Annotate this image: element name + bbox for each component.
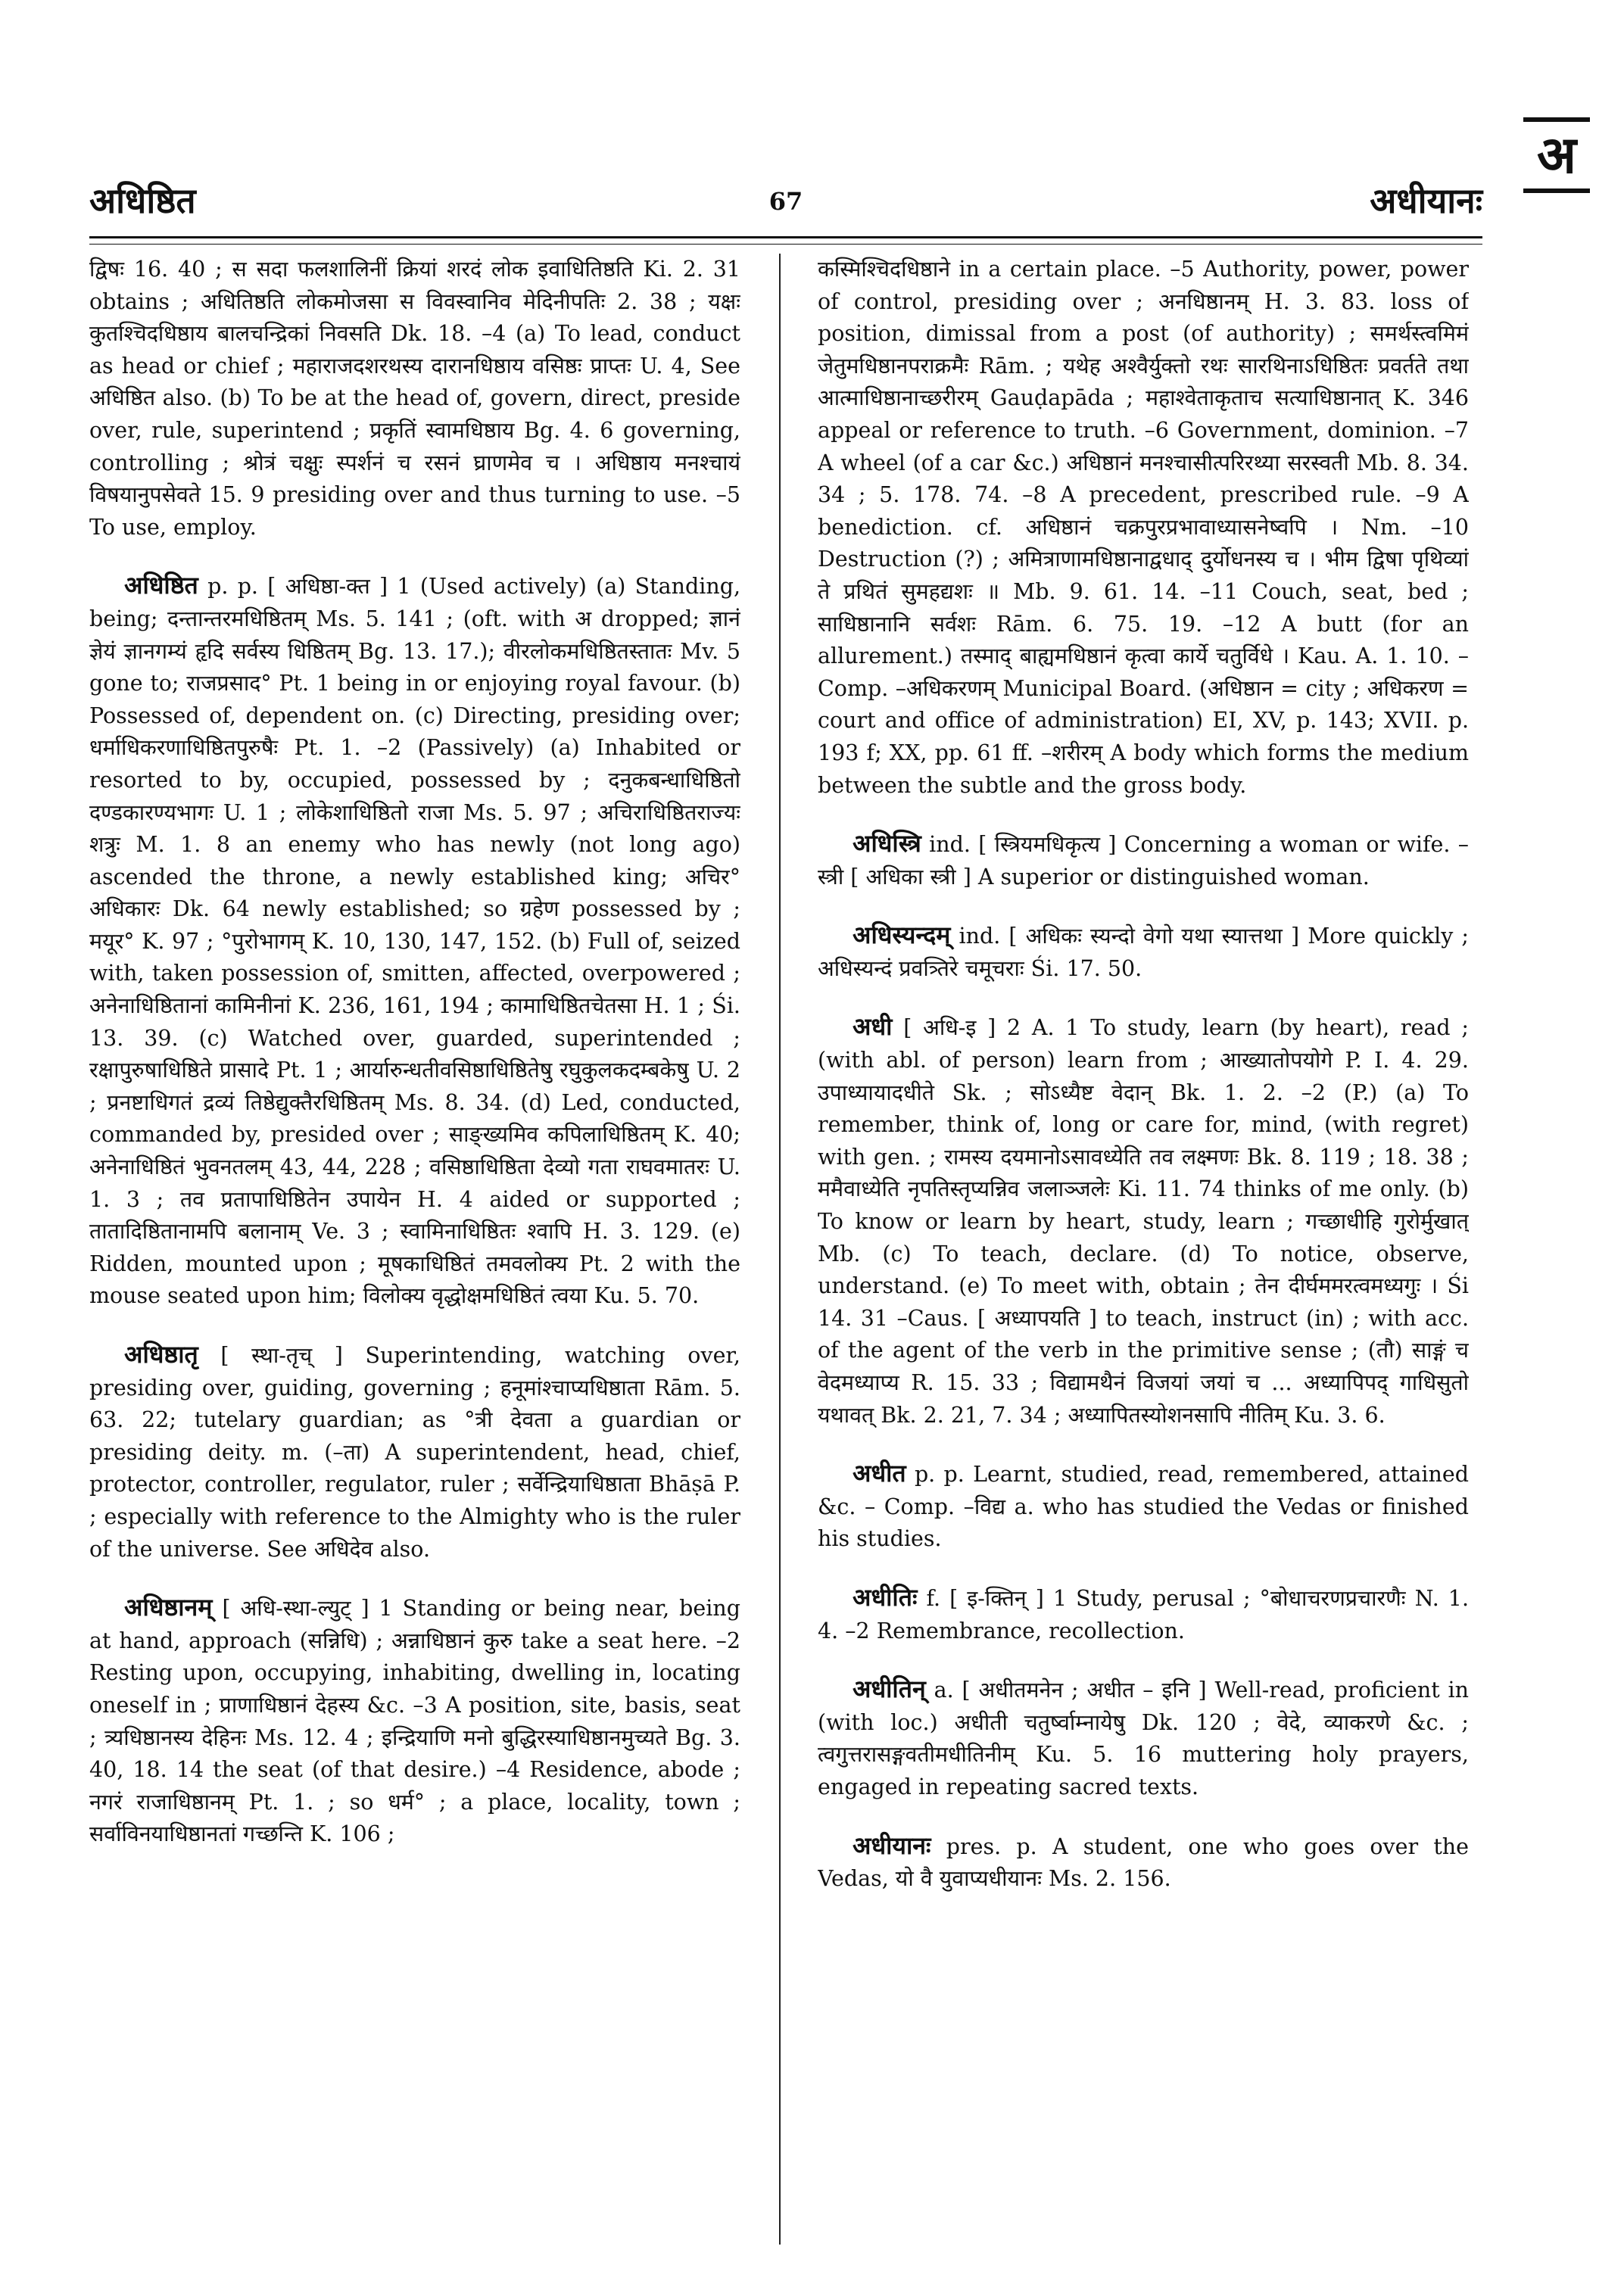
header-rule-thick [89, 236, 1482, 238]
entry-headword: अधीत [853, 1459, 906, 1488]
entry-text: कस्मिश्चिदधिष्ठाने in a certain place. –5 Authority, power, power of control, presiding over ; अनधिष्ठानम् H. 3. 83. loss of position, dimissal from a post (of authority) ; समर्थस्त्वमिमं जेतुमधिष्ठानपराक्रमैः Rām. ; यथेह अश्वैर्युक्तो रथः सारथिनाऽधिष्ठितः प्रवर्तते तथा आत्माधिष्ठानाच्छरीरम् Gauḍapāda ; महाश्वेताकृताच सत्याधिष्ठानात् K. 346 appeal or reference to truth. –6 Government, dominion. –7 A wheel (of a car &c.) अधिष्ठानं मनश्चासीत्परिरथ्या सरस्वती Mb. 8. 34. 34 ; 5. 178. 74. –8 A precedent, prescribed rule. –9 A benediction. cf. अधिष्ठानं चक्रपुरप्रभावाध्यासनेष्वपि । Nm. –10 Destruction (?) ; अमित्राणामधिष्ठानाद्वधाद् दुर्योधनस्य च । भीम द्विषा पृथिव्यां ते प्रथितं सुमहद्यशः ॥ Mb. 9. 61. 14. –11 Couch, seat, bed ; साधिष्ठानानि सर्वशः Rām. 6. 75. 19. –12 A butt (for an allurement.) तस्माद् बाह्यमधिष्ठानं कृत्वा कार्ये चतुर्विधे । Kau. A. 1. 10. –Comp. –अधिकरणम् Municipal Board. (अधिष्ठान = city ; अधिकरण = court and office of administration) EI, XV, p. 143; XVII. p. 193 f; XX, pp. 61 ff. –शरीरम् A body which forms the medium between the subtle and the gross body. [818, 257, 1469, 798]
dictionary-entry [89, 254, 740, 544]
header-rule-thin [89, 244, 1482, 245]
entry-text: ind. [ स्त्रियमधिकृत्य ] Concerning a woman or wife. –स्त्री [ अधिका स्त्री ] A superior or distinguished woman. [818, 832, 1469, 889]
dictionary-entry [818, 1011, 1469, 1432]
dictionary-entry [818, 919, 1469, 985]
entry-headword: अधिस्त्रि [853, 829, 921, 858]
entry-text: p. p. Learnt, studied, read, remembered, attained &c. – Comp. –विद्य a. who has studied the Vedas or finished his studies. [818, 1462, 1469, 1552]
dictionary-entry [818, 1457, 1469, 1556]
dictionary-entry [818, 1830, 1469, 1896]
entry-text: pres. p. A student, one who goes over the Vedas, यो वै युवाप्यधीयानः Ms. 2. 156. [818, 1833, 1469, 1892]
dictionary-entry [818, 254, 1469, 802]
entry-headword: अधीतिः [853, 1582, 918, 1612]
dictionary-entry [818, 1581, 1469, 1647]
entry-text: [ स्था-तृच् ] Superintending, watching over, presiding over, guiding, governing ; हनूमांश्चाप्यधिष्ठाता Rām. 5. 63. 22; tutelary guardian; as °त्री देवता a guardian or presiding deity. m. (–ता) A superintendent, head, chief, protector, controller, regulator, ruler ; सर्वेन्द्रियाधिष्ठाता Bhāṣā P. ; especially with reference to the Almighty who is the ruler of the universe. See अधिदेव also. [89, 1343, 740, 1562]
right-column [818, 254, 1469, 2252]
dictionary-entry [89, 1338, 740, 1566]
entry-text: [ अधि-स्था-ल्युट् ] 1 Standing or being near, being at hand, approach (सन्निधि) ; अन्नाधिष्ठानं कुरु take a seat here. –2 Resting upon, occupying, inhabiting, dwelling in, locating oneself in ; प्राणाधिष्ठानं देहस्य &c. –3 A position, site, basis, seat ; त्र्यधिष्ठानस्य देहिनः Ms. 12. 4 ; इन्द्रियाणि मनो बुद्धिरस्याधिष्ठानमुच्यते Bg. 3. 40, 18. 14 the seat (of that desire.) –4 Residence, abode ; नगरं राजाधिष्ठानम् Pt. 1. ; so धर्म° ; a place, locality, town ; सर्वाविनयाधिष्ठानतां गच्छन्ति K. 106 ; [89, 1596, 740, 1847]
entry-text: [ अधि-इ ] 2 A. 1 To study, learn (by heart), read ; (with abl. of person) learn from ; आख्यातोपयोगे P. I. 4. 29. उपाध्यायादधीते Sk. ; सोऽध्यैष्ट वेदान् Bk. 1. 2. –2 (P.) (a) To remember, think of, long or care for, mind, (with regret) with gen. ; रामस्य दयमानोऽसावध्येति तव लक्ष्मणः Bk. 8. 119 ; 18. 38 ; ममैवाध्येति नृपतिस्तृप्यन्निव जलाञ्जलेः Ki. 11. 74 thinks of me only. (b) To know or learn by heart, study, learn ; गच्छाधीहि गुरोर्मुखात् Mb. (c) To teach, declare. (d) To notice, observe, understand. (e) To meet with, obtain ; तेन दीर्घममरत्वमध्यगुः । Śi 14. 31 –Caus. [ अध्यापयति ] to teach, instruct (in) ; with acc. of the agent of the verb in the primitive sense ; (तौ) साङ्गं च वेदमध्याप्य R. 15. 33 ; विद्यामथैनं विजयां जयां च ... अध्यापिपद् गाधिसुतो यथावत् Bk. 2. 21, 7. 34 ; अध्यापितस्योशनसापि नीतिम् Ku. 3. 6. [818, 1015, 1469, 1428]
dictionary-entry [818, 827, 1469, 893]
dictionary-entry [818, 1673, 1469, 1803]
entry-text: ind. [ अधिकः स्यन्दो वेगो यथा स्यात्तथा ] More quickly ; अधिस्यन्दं प्रवत्र्तिरे चमूचराः Śi. 17. 50. [818, 924, 1469, 981]
entry-headword: अधीतिन् [853, 1675, 926, 1704]
thumb-index-tab: अ [1523, 117, 1590, 193]
page-header [89, 170, 1482, 231]
dictionary-entry [89, 569, 740, 1313]
entry-headword: अधिष्ठित [124, 571, 198, 600]
entry-text: f. [ इ-क्तिन् ] 1 Study, perusal ; °बोधाचरणप्रचारणैः N. 1. 4. –2 Remembrance, recollection. [818, 1585, 1469, 1643]
entry-headword: अधी [853, 1012, 893, 1042]
column-divider [779, 254, 781, 2245]
entry-text: p. p. [ अधिष्ठा-क्त ] 1 (Used actively) (a) Standing, being; दन्तान्तरमधिष्ठितम् Ms. 5. 141 ; (oft. with अ dropped; ज्ञानं ज्ञेयं ज्ञानगम्यं हृदि सर्वस्य धिष्ठितम् Bg. 13. 17.); वीरलोकमधिष्ठितस्तातः Mv. 5 gone to; राजप्रसाद° Pt. 1 being in or enjoying royal favour. (b) Possessed of, dependent on. (c) Directing, presiding over; धर्माधिकरणाधिष्ठितपुरुषैः Pt. 1. –2 (Passively) (a) Inhabited or resorted to by, occupied, possessed by ; दनुकबन्धाधिष्ठितो दण्डकारण्यभागः U. 1 ; लोकेशाधिष्ठितो राजा Ms. 5. 97 ; अचिराधिष्ठितराज्यः शत्रुः M. 1. 8 an enemy who has newly (not long ago) ascended the throne, a newly established king; अचिर° अधिकारः Dk. 64 newly established; so ग्रहेण possessed by ; मयूर° K. 97 ; °पुरोभागम् K. 10, 130, 147, 152. (b) Full of, seized with, taken possession of, smitten, affected, overpowered ; अनेनाधिष्ठितानां कामिनीनां K. 236, 161, 194 ; कामाधिष्ठितचेतसा H. 1 ; Śi. 13. 39. (c) Watched over, guarded, superintended ; रक्षापुरुषाधिष्ठिते प्रासादे Pt. 1 ; आर्यारुन्धतीवसिष्ठाधिष्ठितेषु रघुकुलकदम्बकेषु U. 2 ; प्रनष्टाधिगतं द्रव्यं तिष्ठेद्युक्तैरधिष्ठितम् Ms. 8. 34. (d) Led, conducted, commanded by, presided over ; साङ्ख्यमिव कपिलाधिष्ठितम् K. 40; अनेनाधिष्ठितं भुवनतलम् 43, 44, 228 ; वसिष्ठाधिष्ठिता देव्यो गता राघवमातरः U. 1. 3 ; तव प्रतापाधिष्ठितेन उपायेन H. 4 aided or supported ; तातादिष्ठितानामपि बलानाम् Ve. 3 ; स्वामिनाधिष्ठितः श्वापि H. 3. 129. (e) Ridden, mounted upon ; मूषकाधिष्ठितं तमवलोक्य Pt. 2 with the mouse seated upon him; विलोक्य वृद्धोक्षमधिष्ठितं त्वया Ku. 5. 70. [89, 574, 740, 1309]
entry-headword: अधिष्ठानम् [124, 1593, 213, 1622]
entry-headword: अधिष्ठातृ [124, 1340, 198, 1369]
entry-headword: अधीयानः [853, 1830, 931, 1860]
entry-text: a. [ अधीतमनेन ; अधीत – इनि ] Well-read, proficient in (with loc.) अधीती चतुर्ष्वाम्नायेषु Dk. 120 ; वेदे, व्याकरणे &c. ; त्वगुत्तरासङ्गवतीमधीतिनीम् Ku. 5. 16 muttering holy prayers, engaged in repeating sacred texts. [818, 1678, 1469, 1799]
entry-headword: अधिस्यन्दम् [853, 921, 951, 950]
right-running-headword: अधीयानः [1370, 180, 1482, 221]
dictionary-entry [89, 1591, 740, 1851]
left-column [89, 254, 740, 2252]
left-running-headword: अधिष्ठित [89, 180, 196, 221]
entry-text: द्विषः 16. 40 ; स सदा फलशालिनीं क्रियां शरदं लोक इवाधितिष्ठति Ki. 2. 31 obtains ; अधितिष्ठति लोकमोजसा स विवस्वानिव मेदिनीपतिः 2. 38 ; यक्षः कुतश्चिदधिष्ठाय बालचन्द्रिकां निवसति Dk. 18. –4 (a) To lead, conduct as head or chief ; महाराजदशरथस्य दारानधिष्ठाय वसिष्ठः प्राप्तः U. 4, See अधिष्ठित also. (b) To be at the head of, govern, direct, preside over, rule, superintend ; प्रकृतिं स्वामधिष्ठाय Bg. 4. 6 governing, controlling ; श्रोत्रं चक्षुः स्पर्शनं च रसनं घ्राणमेव च । अधिष्ठाय मनश्चायं विषयानुपसेवते 15. 9 presiding over and thus turning to use. –5 To use, employ. [89, 257, 740, 540]
page-number: 67 [768, 187, 803, 216]
